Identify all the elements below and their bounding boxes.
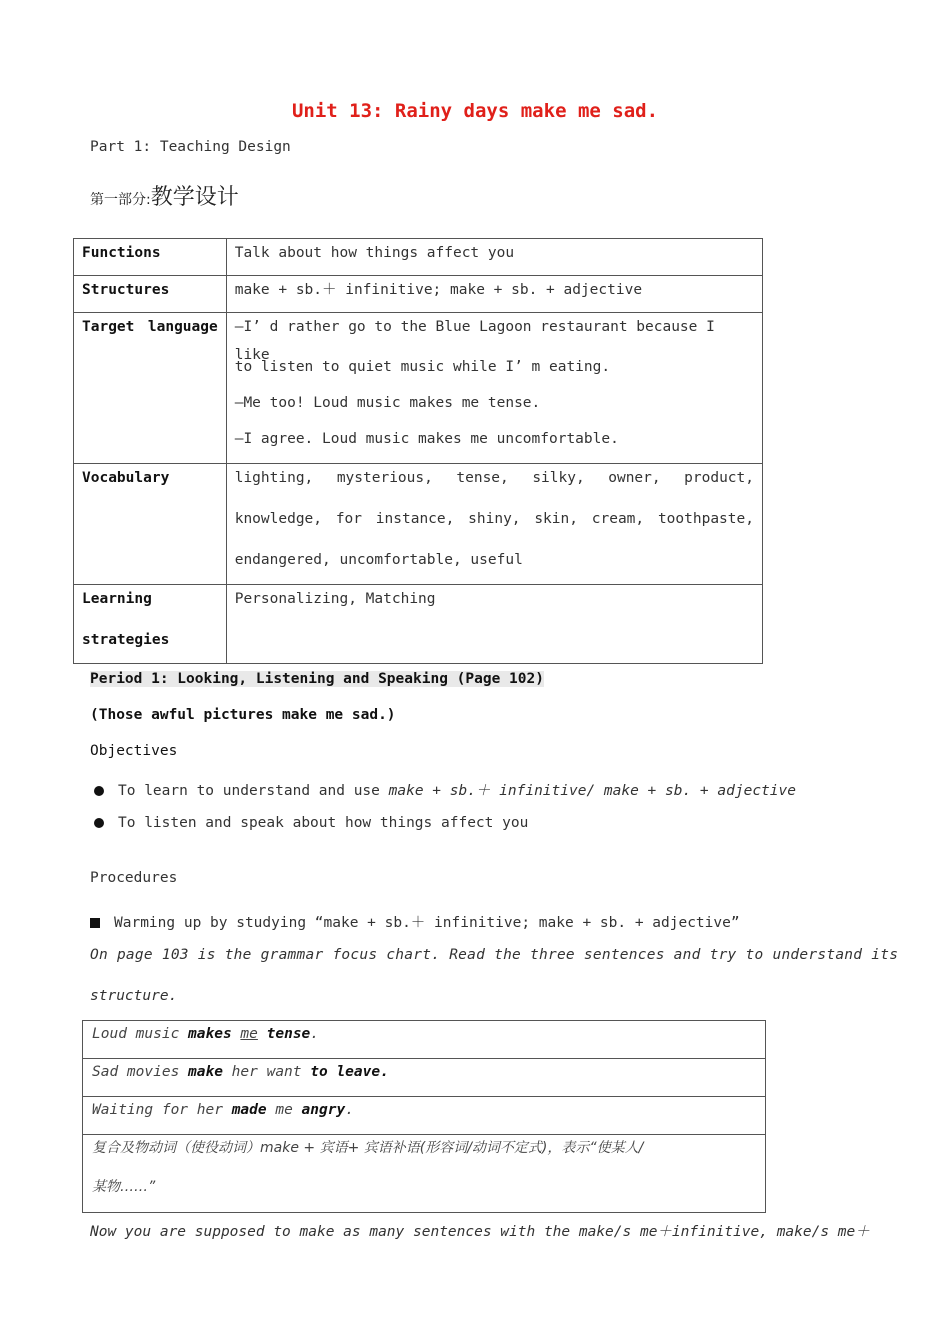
grammar-row (83, 1059, 766, 1097)
vocab-line-2: knowledge, for instance, shiny, skin, cream, toothpaste, (234, 511, 754, 527)
part-heading-cn-prefix: 第一部分: (90, 192, 151, 208)
bullet-icon (94, 818, 104, 828)
grammar-row (83, 1097, 766, 1135)
part-heading-cn-main: 教学设计 (150, 185, 239, 210)
part-heading-cn (90, 180, 239, 211)
structures-key: Structures (74, 276, 227, 313)
table-row-functions (74, 239, 763, 276)
target-line: to listen to quiet music while I’ m eating. (234, 359, 611, 375)
grammar-explanation: 复合及物动词（使役动词）make + 宾语+ 宾语补语(形容词/动词不定式)，表示“使某人/ 某物……” (83, 1135, 766, 1213)
grammar-row (83, 1021, 766, 1059)
target-line: —I agree. Loud music makes me uncomfortable. (234, 431, 619, 447)
period-subtitle: (Those awful pictures make me sad.) (90, 707, 396, 723)
warming-up-item: Warming up by studying “make + sb.＋ infinitive; make + sb. + adjective” (90, 911, 740, 932)
grammar-sentence-2: Sad movies make her want to leave. (83, 1059, 766, 1097)
vocabulary-value (226, 464, 762, 585)
vocabulary-key: Vocabulary (74, 464, 227, 585)
part-heading-en: Part 1: Teaching Design (90, 139, 291, 155)
bullet-icon (94, 786, 104, 796)
chart-intro-line-1: On page 103 is the grammar focus chart. Read the three sentences and try to understand its (90, 947, 899, 963)
chart-intro-line-2: structure. (90, 988, 178, 1004)
table-row-target-language (74, 313, 763, 464)
table-row-learning-strategies (74, 585, 763, 664)
functions-value: Talk about how things affect you (226, 239, 762, 276)
table-row-vocabulary (74, 464, 763, 585)
vocab-line-1: lighting, mysterious, tense, silky, owner, product, (234, 470, 754, 486)
target-line: —Me too! Loud music makes me tense. (234, 395, 541, 411)
document-title: Unit 13: Rainy days make me sad. (291, 100, 659, 122)
target-key-a: Target (82, 319, 135, 335)
grammar-row (83, 1135, 766, 1213)
learning-strategies-value: Personalizing, Matching (226, 585, 762, 664)
period-heading: Period 1: Looking, Listening and Speaking (Page 102) (90, 671, 544, 687)
vocab-line-3: endangered, uncomfortable, useful (234, 552, 523, 568)
objective-item-1: To learn to understand and use make + sb.＋ infinitive/ make + sb. + adjective (94, 779, 796, 800)
structures-value: make + sb.＋ infinitive; make + sb. + adjective (226, 276, 762, 313)
square-bullet-icon (90, 918, 100, 928)
learning-strategies-key: Learning strategies (74, 585, 227, 664)
target-language-key (74, 313, 227, 464)
target-line: —I’ d rather go to the Blue Lagoon restaurant because I like (234, 319, 715, 363)
teaching-design-table (73, 238, 763, 664)
footer-instruction: Now you are supposed to make as many sentences with the make/s me＋infinitive, make/s me＋ (90, 1224, 870, 1240)
table-row-structures (74, 276, 763, 313)
grammar-sentence-3: Waiting for her made me angry. (83, 1097, 766, 1135)
objectives-label: Objectives (90, 743, 178, 759)
target-key-b: language (147, 319, 218, 335)
target-language-value (226, 313, 762, 464)
objective-item-2: To listen and speak about how things affect you (94, 815, 528, 831)
grammar-focus-table (82, 1020, 766, 1213)
functions-key: Functions (74, 239, 227, 276)
procedures-label: Procedures (90, 870, 178, 886)
grammar-sentence-1: Loud music makes me tense. (83, 1021, 766, 1059)
